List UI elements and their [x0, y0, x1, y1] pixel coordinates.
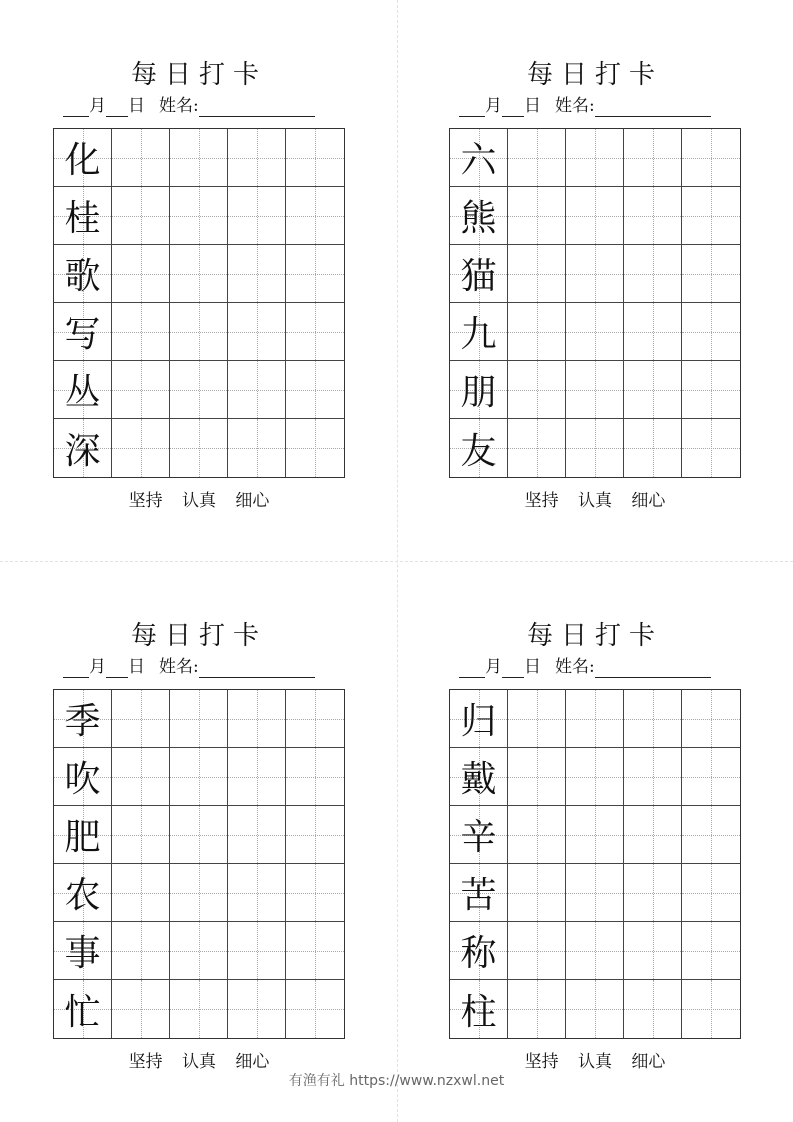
practice-cell[interactable]	[170, 980, 228, 1038]
practice-cell[interactable]	[566, 864, 624, 922]
practice-cell[interactable]	[508, 187, 566, 245]
day-blank[interactable]	[502, 659, 524, 678]
model-char-cell	[54, 187, 112, 245]
practice-cell[interactable]	[228, 980, 286, 1038]
practice-cell[interactable]	[170, 245, 228, 303]
practice-cell[interactable]	[682, 690, 740, 748]
practice-cell[interactable]	[286, 806, 344, 864]
day-label: 日	[524, 657, 541, 677]
month-label: 月	[89, 657, 106, 677]
model-char: 肥	[64, 817, 101, 858]
name-blank[interactable]	[199, 98, 315, 117]
practice-cell[interactable]	[682, 806, 740, 864]
practice-cell[interactable]	[624, 748, 682, 806]
practice-cell[interactable]	[286, 187, 344, 245]
practice-cell[interactable]	[508, 806, 566, 864]
practice-cell[interactable]	[682, 129, 740, 187]
practice-cell[interactable]	[228, 922, 286, 980]
model-char-cell	[450, 748, 508, 806]
practice-cell[interactable]	[682, 187, 740, 245]
model-char-cell	[54, 690, 112, 748]
practice-cell[interactable]	[112, 690, 170, 748]
practice-cell[interactable]	[228, 690, 286, 748]
practice-cell[interactable]	[112, 303, 170, 361]
model-char-cell	[54, 922, 112, 980]
practice-cell[interactable]	[508, 980, 566, 1038]
model-char-cell	[54, 245, 112, 303]
practice-cell[interactable]	[112, 806, 170, 864]
model-char: 事	[64, 933, 101, 974]
day-blank[interactable]	[106, 659, 128, 678]
practice-cell[interactable]	[112, 922, 170, 980]
model-char: 桂	[64, 198, 101, 239]
practice-cell[interactable]	[508, 748, 566, 806]
name-label: 姓名:	[159, 96, 199, 116]
practice-cell[interactable]	[112, 129, 170, 187]
practice-cell[interactable]	[624, 806, 682, 864]
model-char: 熊	[460, 198, 497, 239]
month-label: 月	[485, 96, 502, 116]
card-title: 每日打卡	[526, 621, 663, 651]
writing-grid	[449, 128, 741, 478]
writing-grid	[449, 689, 741, 1039]
model-char: 苦	[460, 875, 497, 916]
month-blank[interactable]	[63, 98, 89, 117]
practice-cell[interactable]	[508, 864, 566, 922]
name-blank[interactable]	[199, 659, 315, 678]
practice-cell[interactable]	[112, 980, 170, 1038]
practice-cell[interactable]	[228, 129, 286, 187]
model-char: 歌	[64, 256, 101, 297]
model-char-cell	[450, 980, 508, 1038]
practice-cell[interactable]	[566, 129, 624, 187]
model-char-cell	[54, 748, 112, 806]
model-char-cell	[54, 129, 112, 187]
practice-cell[interactable]	[566, 245, 624, 303]
model-char: 农	[64, 875, 101, 916]
model-char: 朋	[460, 372, 497, 413]
motto: 坚持 认真 细心	[128, 1052, 270, 1072]
motto: 坚持 认真 细心	[128, 491, 270, 511]
practice-cell[interactable]	[624, 690, 682, 748]
model-char-cell	[450, 361, 508, 419]
practice-cell[interactable]	[112, 361, 170, 419]
model-char-cell	[54, 361, 112, 419]
motto: 坚持 认真 细心	[524, 1052, 666, 1072]
practice-cell[interactable]	[682, 361, 740, 419]
model-char-cell	[54, 419, 112, 477]
practice-cell[interactable]	[508, 245, 566, 303]
practice-cell[interactable]	[624, 129, 682, 187]
name-blank[interactable]	[595, 98, 711, 117]
practice-cell[interactable]	[682, 980, 740, 1038]
practice-cell[interactable]	[566, 922, 624, 980]
motto: 坚持 认真 细心	[524, 491, 666, 511]
name-label: 姓名:	[159, 657, 199, 677]
practice-cell[interactable]	[286, 129, 344, 187]
model-char: 九	[460, 314, 497, 355]
practice-cell[interactable]	[286, 864, 344, 922]
model-char-cell	[54, 980, 112, 1038]
practice-cell[interactable]	[566, 187, 624, 245]
practice-cell[interactable]	[112, 864, 170, 922]
practice-cell[interactable]	[228, 806, 286, 864]
writing-grid	[53, 689, 345, 1039]
model-char: 丛	[64, 372, 101, 413]
practice-cell[interactable]	[170, 361, 228, 419]
date-name-line	[459, 656, 741, 678]
practice-cell[interactable]	[112, 748, 170, 806]
month-blank[interactable]	[459, 659, 485, 678]
model-char: 六	[460, 140, 497, 181]
practice-cell[interactable]	[228, 245, 286, 303]
practice-cell[interactable]	[682, 419, 740, 477]
footer-watermark: 有渔有礼 https://www.nzxwl.net	[288, 1073, 505, 1089]
day-label: 日	[128, 657, 145, 677]
day-blank[interactable]	[106, 98, 128, 117]
model-char: 友	[460, 430, 497, 472]
practice-cell[interactable]	[170, 690, 228, 748]
practice-cell[interactable]	[624, 419, 682, 477]
practice-cell[interactable]	[228, 303, 286, 361]
practice-cell[interactable]	[624, 922, 682, 980]
model-char: 深	[64, 430, 101, 472]
practice-cell[interactable]	[624, 864, 682, 922]
practice-cell[interactable]	[112, 245, 170, 303]
name-label: 姓名:	[555, 657, 595, 677]
model-char-cell	[54, 864, 112, 922]
month-blank[interactable]	[459, 98, 485, 117]
practice-cell[interactable]	[170, 864, 228, 922]
model-char-cell	[450, 245, 508, 303]
day-blank[interactable]	[502, 98, 524, 117]
date-name-line	[63, 656, 345, 678]
model-char: 季	[64, 701, 101, 742]
horizontal-cut-line	[0, 561, 793, 562]
practice-cell[interactable]	[624, 187, 682, 245]
model-char: 柱	[460, 991, 497, 1033]
practice-cell[interactable]	[566, 980, 624, 1038]
model-char: 猫	[460, 256, 497, 297]
practice-cell[interactable]	[228, 361, 286, 419]
practice-cell[interactable]	[566, 361, 624, 419]
practice-cell[interactable]	[508, 303, 566, 361]
practice-cell[interactable]	[286, 419, 344, 477]
practice-cell[interactable]	[624, 980, 682, 1038]
practice-cell[interactable]	[228, 419, 286, 477]
practice-cell[interactable]	[228, 864, 286, 922]
practice-cell[interactable]	[508, 922, 566, 980]
practice-cell[interactable]	[508, 361, 566, 419]
practice-cell[interactable]	[112, 187, 170, 245]
model-char: 戴	[460, 759, 497, 800]
practice-cell[interactable]	[170, 129, 228, 187]
month-label: 月	[485, 657, 502, 677]
practice-cell[interactable]	[112, 419, 170, 477]
practice-cell[interactable]	[508, 129, 566, 187]
practice-cell[interactable]	[286, 922, 344, 980]
practice-cell[interactable]	[286, 303, 344, 361]
practice-cell[interactable]	[170, 922, 228, 980]
practice-cell[interactable]	[170, 748, 228, 806]
practice-cell[interactable]	[682, 922, 740, 980]
practice-cell[interactable]	[682, 748, 740, 806]
name-label: 姓名:	[555, 96, 595, 116]
practice-cell[interactable]	[682, 245, 740, 303]
practice-cell[interactable]	[170, 806, 228, 864]
practice-cell[interactable]	[228, 748, 286, 806]
practice-cell[interactable]	[566, 303, 624, 361]
practice-cell[interactable]	[286, 245, 344, 303]
date-name-line	[63, 95, 345, 117]
practice-cell[interactable]	[170, 187, 228, 245]
practice-cell[interactable]	[566, 748, 624, 806]
name-blank[interactable]	[595, 659, 711, 678]
practice-cell[interactable]	[286, 690, 344, 748]
model-char-cell	[450, 864, 508, 922]
model-char: 写	[64, 314, 101, 355]
practice-cell[interactable]	[682, 303, 740, 361]
day-label: 日	[128, 96, 145, 116]
card-title: 每日打卡	[130, 60, 267, 90]
practice-cell[interactable]	[624, 245, 682, 303]
card-title: 每日打卡	[130, 621, 267, 651]
model-char: 归	[460, 701, 497, 742]
model-char-cell	[450, 303, 508, 361]
practice-cell[interactable]	[170, 303, 228, 361]
model-char: 称	[460, 933, 497, 974]
model-char-cell	[450, 187, 508, 245]
writing-grid	[53, 128, 345, 478]
practice-cell[interactable]	[170, 419, 228, 477]
model-char-cell	[450, 922, 508, 980]
model-char-cell	[54, 303, 112, 361]
practice-cell[interactable]	[566, 806, 624, 864]
model-char-cell	[54, 806, 112, 864]
month-label: 月	[89, 96, 106, 116]
practice-cell[interactable]	[682, 864, 740, 922]
practice-cell[interactable]	[286, 361, 344, 419]
card-title: 每日打卡	[526, 60, 663, 90]
practice-cell[interactable]	[508, 690, 566, 748]
model-char-cell	[450, 129, 508, 187]
month-blank[interactable]	[63, 659, 89, 678]
date-name-line	[459, 95, 741, 117]
practice-cell[interactable]	[286, 748, 344, 806]
practice-cell[interactable]	[566, 419, 624, 477]
practice-cell[interactable]	[566, 690, 624, 748]
model-char-cell	[450, 690, 508, 748]
model-char: 忙	[64, 991, 101, 1033]
practice-cell[interactable]	[624, 361, 682, 419]
model-char: 化	[64, 140, 101, 181]
model-char: 吹	[64, 759, 101, 800]
practice-cell[interactable]	[624, 303, 682, 361]
model-char-cell	[450, 806, 508, 864]
day-label: 日	[524, 96, 541, 116]
practice-cell[interactable]	[286, 980, 344, 1038]
practice-cell[interactable]	[228, 187, 286, 245]
practice-cell[interactable]	[508, 419, 566, 477]
model-char-cell	[450, 419, 508, 477]
model-char: 辛	[460, 817, 497, 858]
